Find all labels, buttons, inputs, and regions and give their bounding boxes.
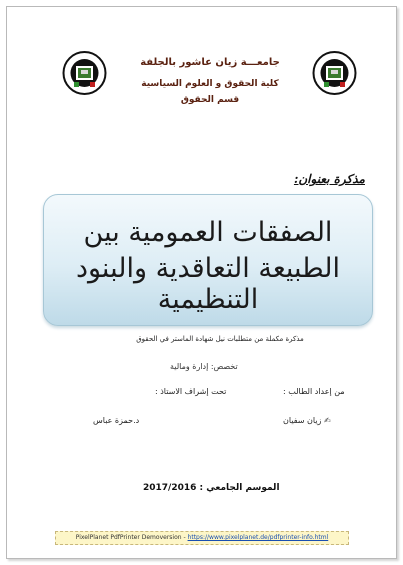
university-logo-right [312,48,357,98]
supervisor-label: تحت إشراف الاستاذ : [155,387,227,396]
title-line-1: الصفقات العمومية بين [83,217,333,248]
degree-description: مذكرة مكملة من متطلبات نيل شهادة الماستر في الحقوق [136,335,304,343]
professor-name: د.حمزة عباس [93,416,140,425]
title-box [43,194,373,326]
student-name-line [283,416,335,425]
academic-year: الموسم الجامعي : 2017/2016 [143,483,280,493]
prepared-by-label: من إعداد الطالب : [283,387,345,396]
faculty-name: كلية الحقوق و العلوم السياسية [141,79,279,89]
watermark-link[interactable]: https://www.pixelplanet.de/pdfprinter-info.html [187,534,329,541]
memo-label: مذكرة بعنوان: [293,172,365,186]
watermark-text: PixelPlanet PdfPrinter Demoversion - [75,534,188,541]
specialization: تخصص: إدارة ومالية [170,362,238,371]
demo-watermark [55,531,349,545]
university-name: جامعـــة زيان عاشور بالجلفة [140,57,280,68]
pen-icon: ✍ [323,416,331,425]
department-name: قسم الحقوق [180,95,240,105]
university-logo-left [62,48,107,98]
student-name: زيان سفيان [283,416,322,425]
title-line-2: الطبيعة التعاقدية والبنود التنظيمية [75,253,341,315]
